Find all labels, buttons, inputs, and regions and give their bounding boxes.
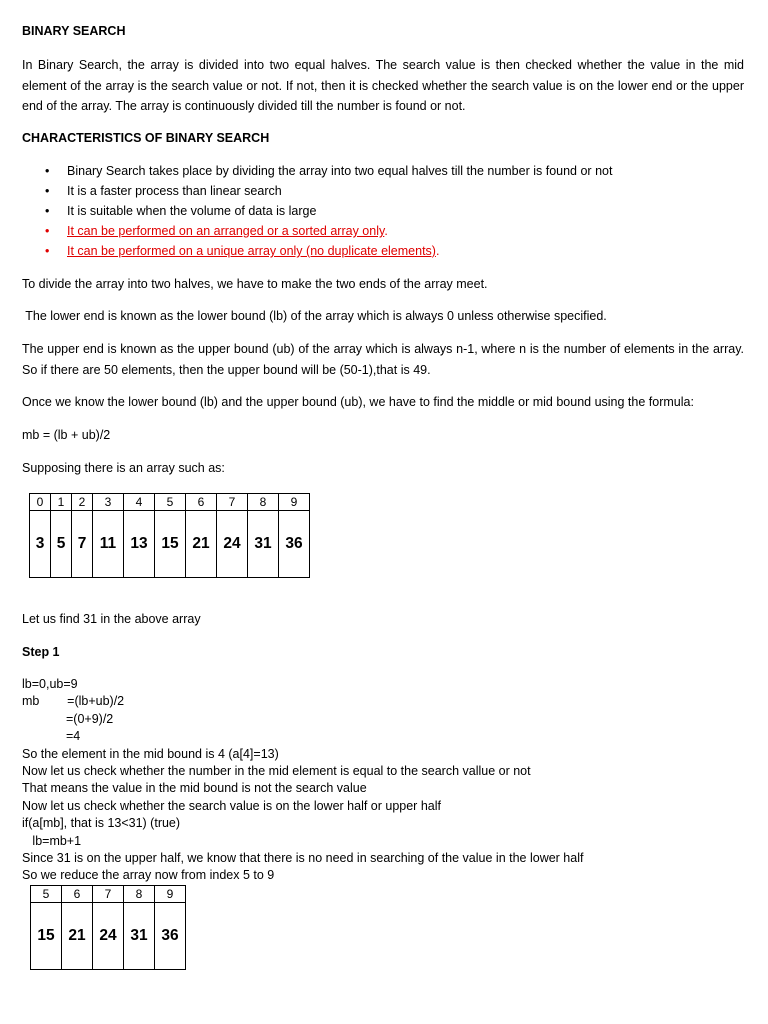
bullet-icon: • — [45, 224, 50, 238]
value-cell: 15 — [155, 511, 186, 578]
value-cell: 21 — [186, 511, 217, 578]
step-heading: Step 1 — [22, 645, 60, 659]
index-cell: 5 — [155, 494, 186, 511]
characteristics-list — [22, 161, 744, 261]
step-line: Now let us check whether the number in the mid element is equal to the search vallue or not — [22, 763, 531, 778]
index-cell: 1 — [51, 494, 72, 511]
index-cell: 2 — [72, 494, 93, 511]
find-paragraph: Let us find 31 in the above array — [22, 612, 201, 626]
value-cell: 36 — [279, 511, 310, 578]
value-cell: 13 — [124, 511, 155, 578]
mid-bound-paragraph: Once we know the lower bound (lb) and the upper bound (ub), we have to find the middle or mid bound using the formula: — [22, 395, 694, 409]
value-row — [30, 511, 310, 578]
value-cell: 15 — [31, 903, 62, 970]
index-cell: 9 — [155, 886, 186, 903]
index-cell: 5 — [31, 886, 62, 903]
step-line: =(0+9)/2 — [66, 711, 114, 726]
index-row — [30, 494, 310, 511]
bullet-icon: • — [45, 204, 50, 218]
index-cell: 3 — [93, 494, 124, 511]
step-line: if(a[mb], that is 13<31) (true) — [22, 816, 181, 831]
index-cell: 7 — [217, 494, 248, 511]
step-line: So we reduce the array now from index 5 to 9 — [22, 868, 275, 883]
lower-bound-paragraph: The lower end is known as the lower bound (lb) of the array which is always 0 unless otherwise specified. — [22, 309, 607, 323]
step-line: =4 — [66, 729, 81, 744]
step-line: So the element in the mid bound is 4 (a[4]=13) — [22, 746, 279, 761]
divide-paragraph: To divide the array into two halves, we have to make the two ends of the array meet. — [22, 277, 488, 291]
value-cell: 36 — [155, 903, 186, 970]
value-cell: 5 — [51, 511, 72, 578]
value-cell: 11 — [93, 511, 124, 578]
step1-working — [22, 676, 744, 885]
bullet-icon: • — [45, 164, 50, 178]
index-row — [31, 886, 186, 903]
index-cell: 9 — [279, 494, 310, 511]
index-cell: 0 — [30, 494, 51, 511]
index-cell: 8 — [124, 886, 155, 903]
step-line: lb=0,ub=9 — [22, 677, 78, 691]
list-item-highlighted: • It can be performed on an arranged or a sorted array only. — [22, 221, 744, 241]
list-item: • It is a faster process than linear search — [22, 181, 744, 201]
value-cell: 31 — [248, 511, 279, 578]
step-line: lb=mb+1 — [22, 833, 82, 848]
value-cell: 24 — [93, 903, 124, 970]
value-cell: 7 — [72, 511, 93, 578]
array-table-full — [29, 493, 310, 578]
value-cell: 24 — [217, 511, 248, 578]
list-item: • Binary Search takes place by dividing the array into two equal halves till the number is found or not — [22, 161, 744, 181]
value-row — [31, 903, 186, 970]
bullet-icon: • — [45, 184, 50, 198]
bullet-icon: • — [45, 244, 50, 258]
supposing-paragraph: Supposing there is an array such as: — [22, 461, 225, 475]
value-cell: 31 — [124, 903, 155, 970]
index-cell: 6 — [186, 494, 217, 511]
formula: mb = (lb + ub)/2 — [22, 428, 111, 442]
value-cell: 3 — [30, 511, 51, 578]
characteristics-heading: CHARACTERISTICS OF BINARY SEARCH — [22, 131, 270, 145]
list-item: • It is suitable when the volume of data is large — [22, 201, 744, 221]
step-line: That means the value in the mid bound is not the search value — [22, 781, 367, 796]
step-line: mb =(lb+ub)/2 — [22, 694, 125, 709]
index-cell: 6 — [62, 886, 93, 903]
index-cell: 4 — [124, 494, 155, 511]
index-cell: 7 — [93, 886, 124, 903]
array-table-reduced — [30, 885, 186, 970]
intro-paragraph: In Binary Search, the array is divided into two equal halves. The search value is then checked whether the value in the mid element of the array is the search value or not. If not, then it is checked whether the search value is on the lower end or the upper end of the array. The array is continuously divided till the number is found or not. — [22, 58, 744, 113]
value-cell: 21 — [62, 903, 93, 970]
list-item-highlighted: • It can be performed on a unique array only (no duplicate elements). — [22, 241, 744, 261]
step-line: Now let us check whether the search value is on the lower half or upper half — [22, 798, 441, 813]
upper-bound-paragraph: The upper end is known as the upper bound (ub) of the array which is always n-1, where n is the number of elements in the array. So if there are 50 elements, then the upper bound will be (50-1),that is 49. — [22, 342, 744, 377]
page-title: BINARY SEARCH — [22, 24, 126, 38]
index-cell: 8 — [248, 494, 279, 511]
step-line: Since 31 is on the upper half, we know that there is no need in searching of the value in the lower half — [22, 850, 584, 865]
